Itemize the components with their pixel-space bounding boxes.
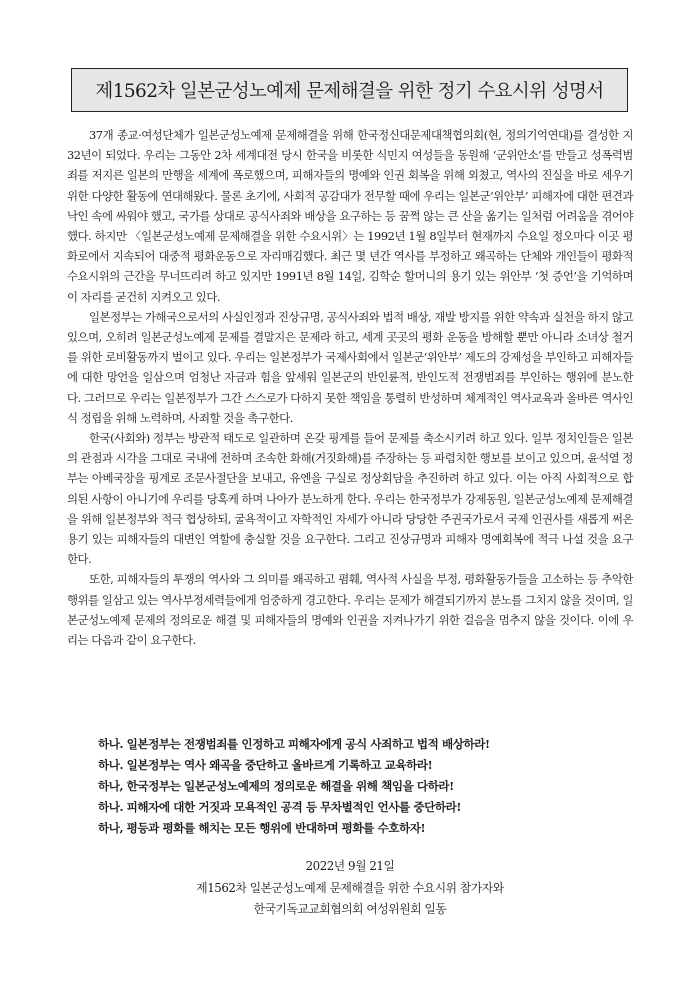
statement-date: 2022년 9월 21일 [305, 859, 395, 873]
paragraph-1: 37개 종교·여성단체가 일본군성노예제 문제해결을 위해 한국정신대문제대책협의회(현, 정의기억연대)를 결성한 지 32년이 되었다. 우리는 그동안 2차 세계대전 당시 한국을 비롯한 식민지 여성들을 동원해 ‘군위안소’를 만들고 성폭력범죄를 저지른 일본의 만행을 세계에 폭로했으며, 피해자들의 명예와 인권 회복을 위해 외쳤고, 역사의 진실을 바로 세우기 위한 다양한 활동에 연대해왔다. 물론 초기에, 사회적 공감대가 전무할 때에 우리는 일본군‘위안부’ 피해자에 대한 편견과 낙인 속에 싸워야 했고, 국가를 상대로 공식사죄와 배상을 요구하는 등 꿈쩍 않는 큰 산을 옮기는 일처럼 어려움을 겪어야 했다. 하지만 〈일본군성노예제 문제해결을 위한 수요시위〉는 1992년 1월 8일부터 현재까지 수요일 정오마다 이곳 평화로에서 지속되어 대중적 평화운동으로 자리매김했다. 최근 몇 년간 역사를 부정하고 왜곡하는 단체와 개인들이 평화적 수요시위의 근간을 무너뜨리려 하고 있지만 1991년 8월 14일, 김학순 할머니의 용기 있는 위안부 ‘첫 증언’을 기억하며 이 자리를 굳건히 지켜오고 있다. [67, 128, 633, 304]
demand-item: 하나, 한국정부는 일본군성노예제의 정의로운 해결을 위해 책임을 다하라! [98, 779, 454, 793]
signature-block [0, 856, 700, 921]
demands-list [98, 734, 618, 839]
demand-item: 하나. 일본정부는 역사 왜곡을 중단하고 올바르게 기록하고 교육하라! [98, 758, 433, 772]
paragraph-4: 또한, 피해자들의 투쟁의 역사와 그 의미를 왜곡하고 폄훼, 역사적 사실을 부정, 평화활동가들을 고소하는 등 추악한 행위를 일삼고 있는 역사부정세력들에게 엄중하게 경고한다. 우리는 문제가 해결되기까지 분노를 그치지 않을 것이며, 일본군성노예제 문제의 정의로운 해결 및 피해자들의 명예와 인권을 지켜나가기 위한 걸음을 멈추지 않을 것이다. 이에 우리는 다음과 같이 요구한다. [67, 572, 633, 648]
statement-body [67, 125, 633, 650]
paragraph-3: 한국(사회와) 정부는 방관적 태도로 일관하며 온갖 핑계를 들어 문제를 축소시키려 하고 있다. 일부 정치인들은 일본의 관점과 시각을 그대로 국내에 전하며 조속한 화해(거짓화해)를 주장하는 등 파렴치한 행보를 보이고 있으며, 윤석열 정부는 아베국장을 핑계로 조문사절단을 보내고, 유엔을 구실로 정상회담을 추진하려 하고 있다. 이는 아직 사회적으로 합의된 사항이 아니기에 우리를 당혹케 하며 나아가 분노하게 한다. 우리는 한국정부가 강제동원, 일본군성노예제 문제해결을 위해 일본정부와 적극 협상하되, 굴욕적이고 자학적인 자세가 아니라 당당한 주권국가로서 국제 인권사를 새롭게 써온 용기 있는 피해자들의 대변인 역할에 충실할 것을 요구한다. 그리고 진상규명과 피해자 명예회복에 적극 나설 것을 요구한다. [67, 431, 633, 567]
signatory-line-2: 한국기독교교회협의회 여성위원회 일동 [253, 902, 447, 916]
demand-item: 하나. 일본정부는 전쟁범죄를 인정하고 피해자에게 공식 사죄하고 법적 배상하라! [98, 737, 490, 751]
paragraph-2: 일본정부는 가해국으로서의 사실인정과 진상규명, 공식사죄와 법적 배상, 재발 방지를 위한 약속과 실천을 하지 않고 있으며, 오히려 일본군성노예제 문제를 결말지은 문제라 하고, 세계 곳곳의 평화 운동을 방해할 뿐만 아니라 소녀상 철거를 위한 로비활동까지 벌이고 있다. 우리는 일본정부가 국제사회에서 일본군‘위안부’ 제도의 강제성을 부인하고 피해자들에 대한 망언을 일삼으며 엄청난 자금과 힘을 앞세워 일본군의 반인륜적, 반인도적 전쟁범죄를 부인하는 행위에 분노한다. 그러므로 우리는 일본정부가 그간 스스로가 다하지 못한 책임을 통렬히 반성하며 체계적인 역사교육과 올바른 역사인식 정립을 위해 노력하며, 사죄할 것을 촉구한다. [67, 309, 633, 425]
demand-item: 하나. 피해자에 대한 거짓과 모욕적인 공격 등 무차별적인 언사를 중단하라! [98, 800, 461, 814]
demand-item: 하나, 평등과 평화를 해치는 모든 행위에 반대하며 평화를 수호하자! [98, 821, 426, 835]
document-title: 제1562차 일본군성노예제 문제해결을 위한 정기 수요시위 성명서 [95, 81, 604, 102]
signatory-line-1: 제1562차 일본군성노예제 문제해결을 위한 수요시위 참가자와 [196, 880, 504, 895]
title-box [71, 68, 628, 112]
